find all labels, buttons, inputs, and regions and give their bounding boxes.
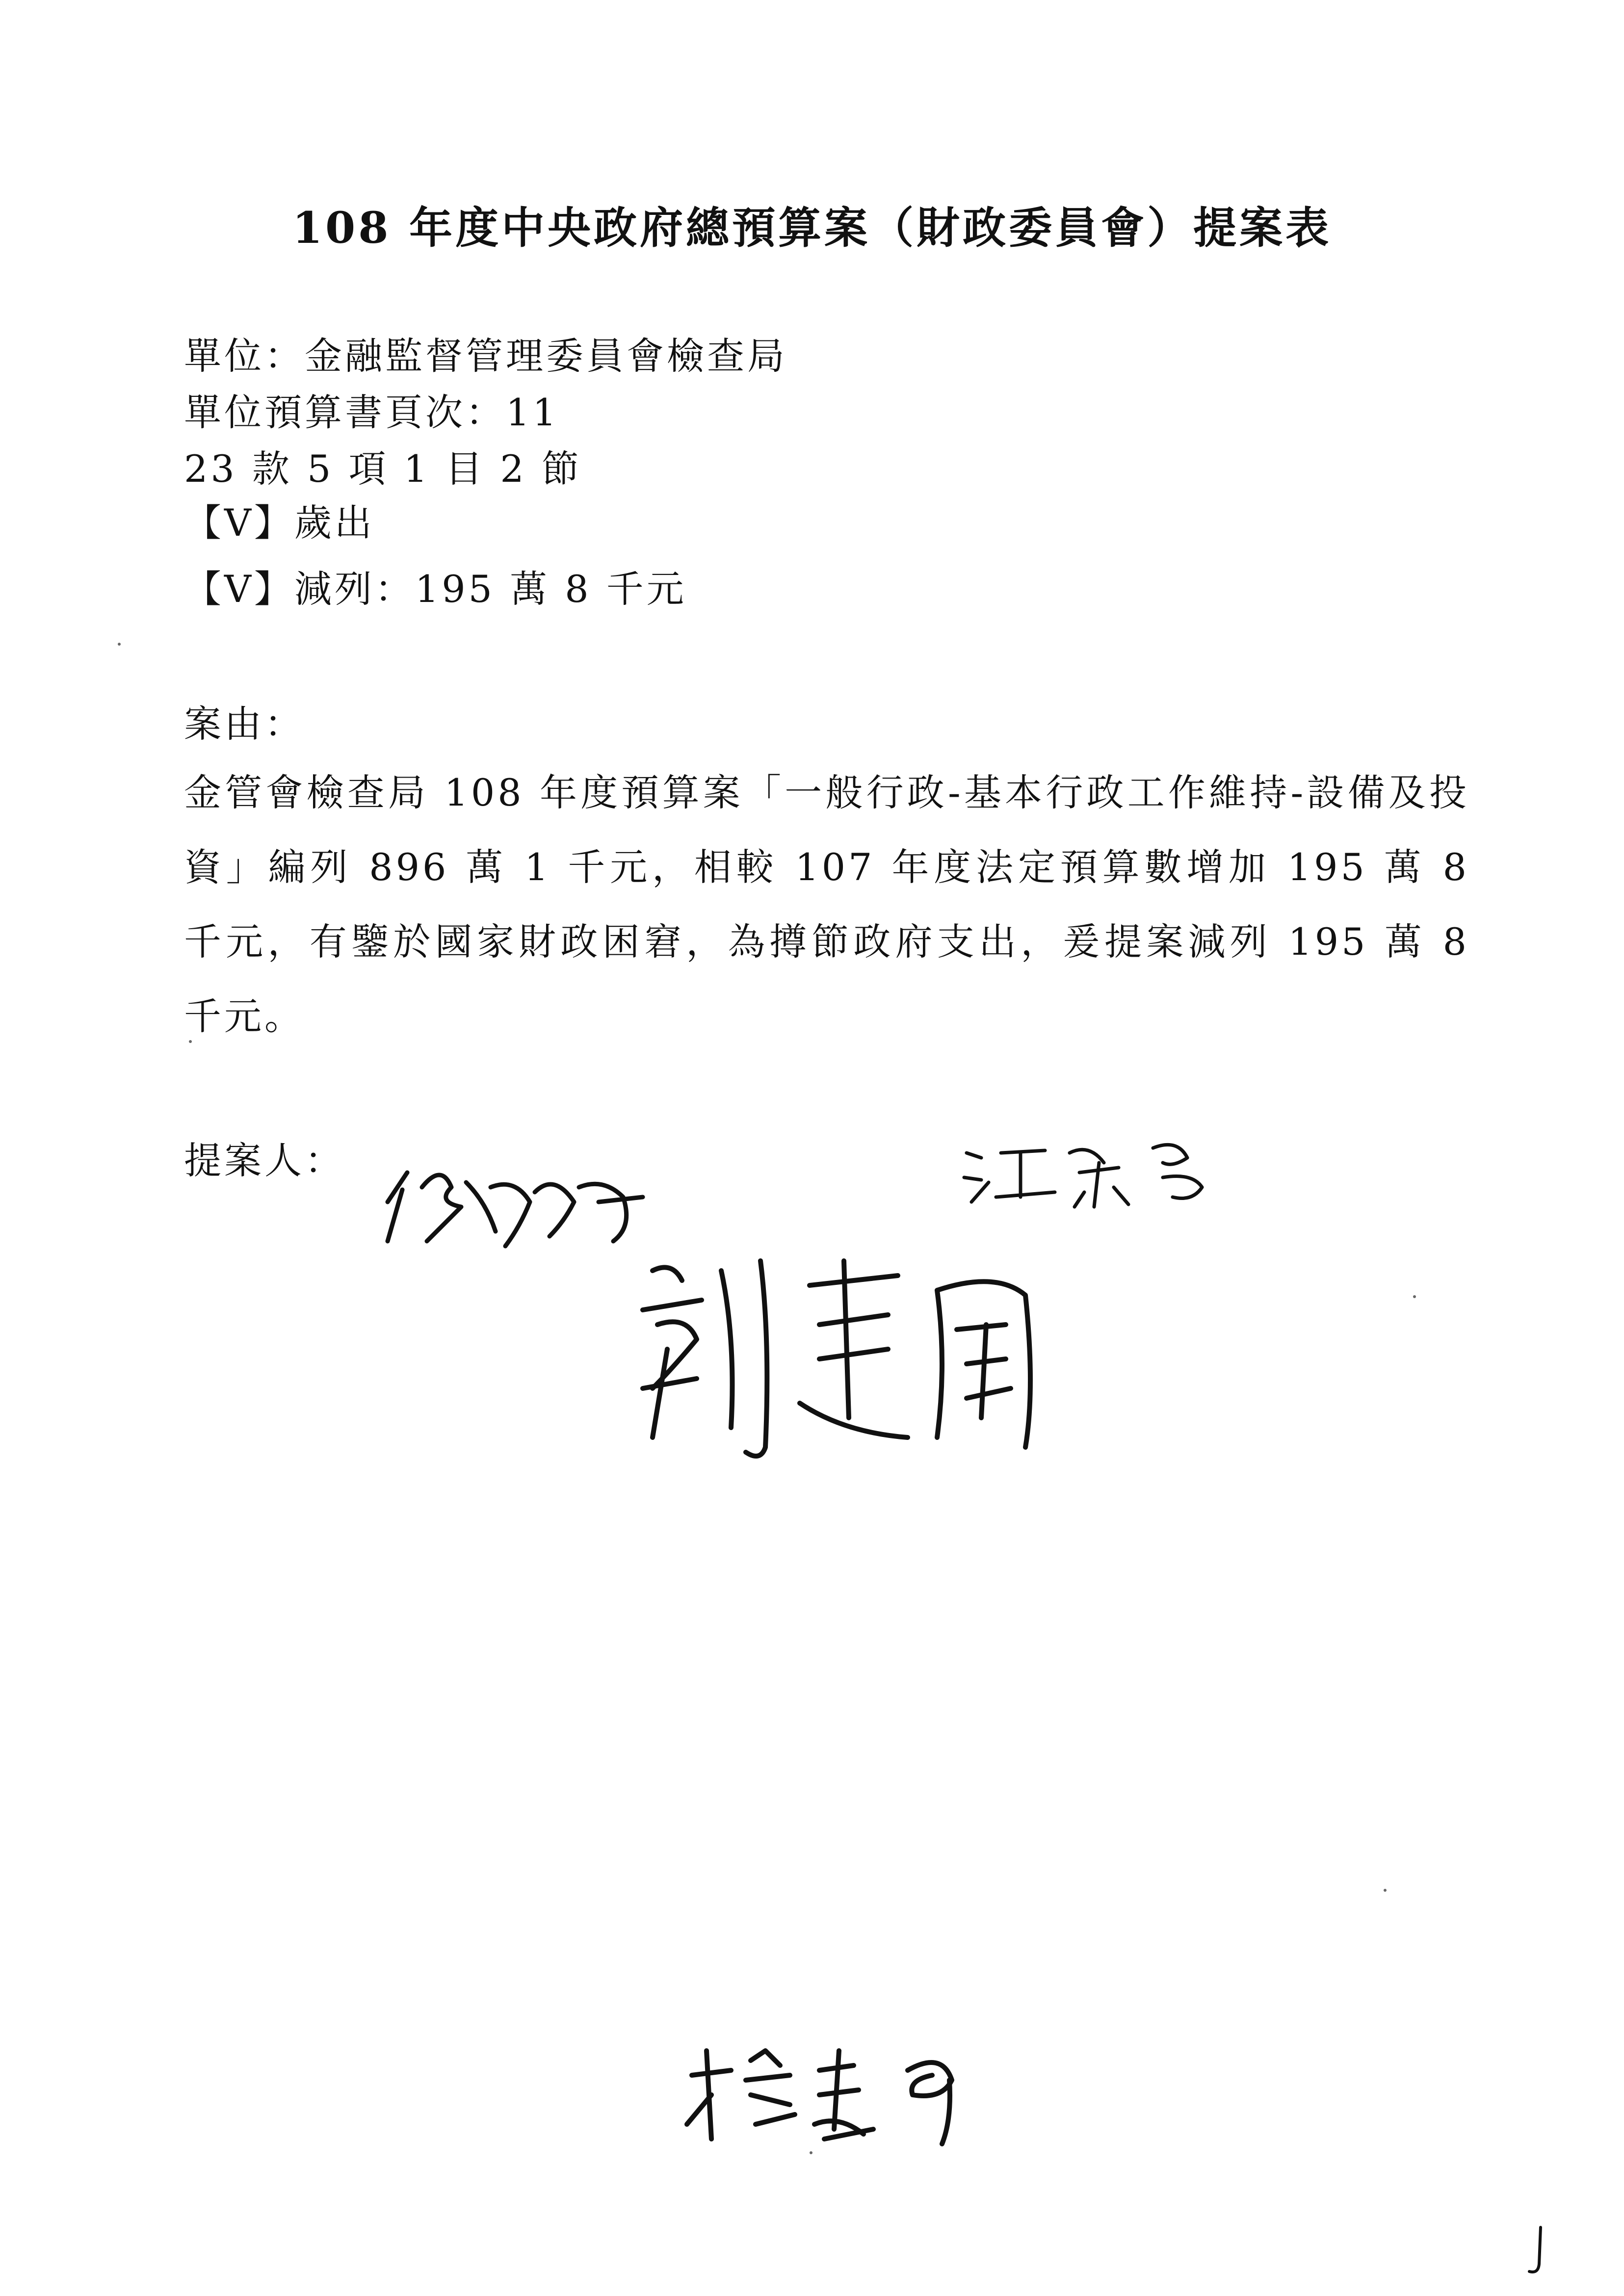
proposer-label: 提案人： bbox=[184, 1139, 345, 1182]
expenditure-checkbox-line: 【V】歲出 bbox=[184, 501, 375, 545]
handwritten-note bbox=[677, 2041, 991, 2149]
signature-2 bbox=[957, 1123, 1231, 1212]
scan-speck bbox=[1384, 1889, 1387, 1892]
document-title: 108 年度中央政府總預算案（財政委員會）提案表 bbox=[292, 202, 1332, 253]
reduction-checkbox-line: 【V】減列：195 萬 8 千元 bbox=[184, 567, 687, 611]
scan-speck bbox=[189, 1040, 192, 1043]
reason-label: 案由： bbox=[184, 702, 305, 746]
signature-3 bbox=[623, 1241, 1114, 1477]
reason-text: 金管會檢查局 108 年度預算案「一般行政-基本行政工作維持-設備及投資」編列 896 萬 1 千元，相較 107 年度法定預算數增加 195 萬 8 千元，有鑒於國家財政困窘，為撙節政府支出，爰提案減列 195 萬 8 千元。 bbox=[184, 771, 1469, 1038]
scan-speck bbox=[1413, 1295, 1416, 1298]
page-mark bbox=[1523, 2222, 1553, 2281]
budget-page-line: 單位預算書頁次：11 bbox=[184, 391, 559, 434]
scan-speck bbox=[118, 643, 121, 646]
unit-line: 單位：金融監督管理委員會檢查局 bbox=[184, 334, 787, 378]
scan-speck bbox=[810, 2151, 812, 2154]
section-line: 23 款 5 項 1 目 2 節 bbox=[184, 447, 582, 491]
